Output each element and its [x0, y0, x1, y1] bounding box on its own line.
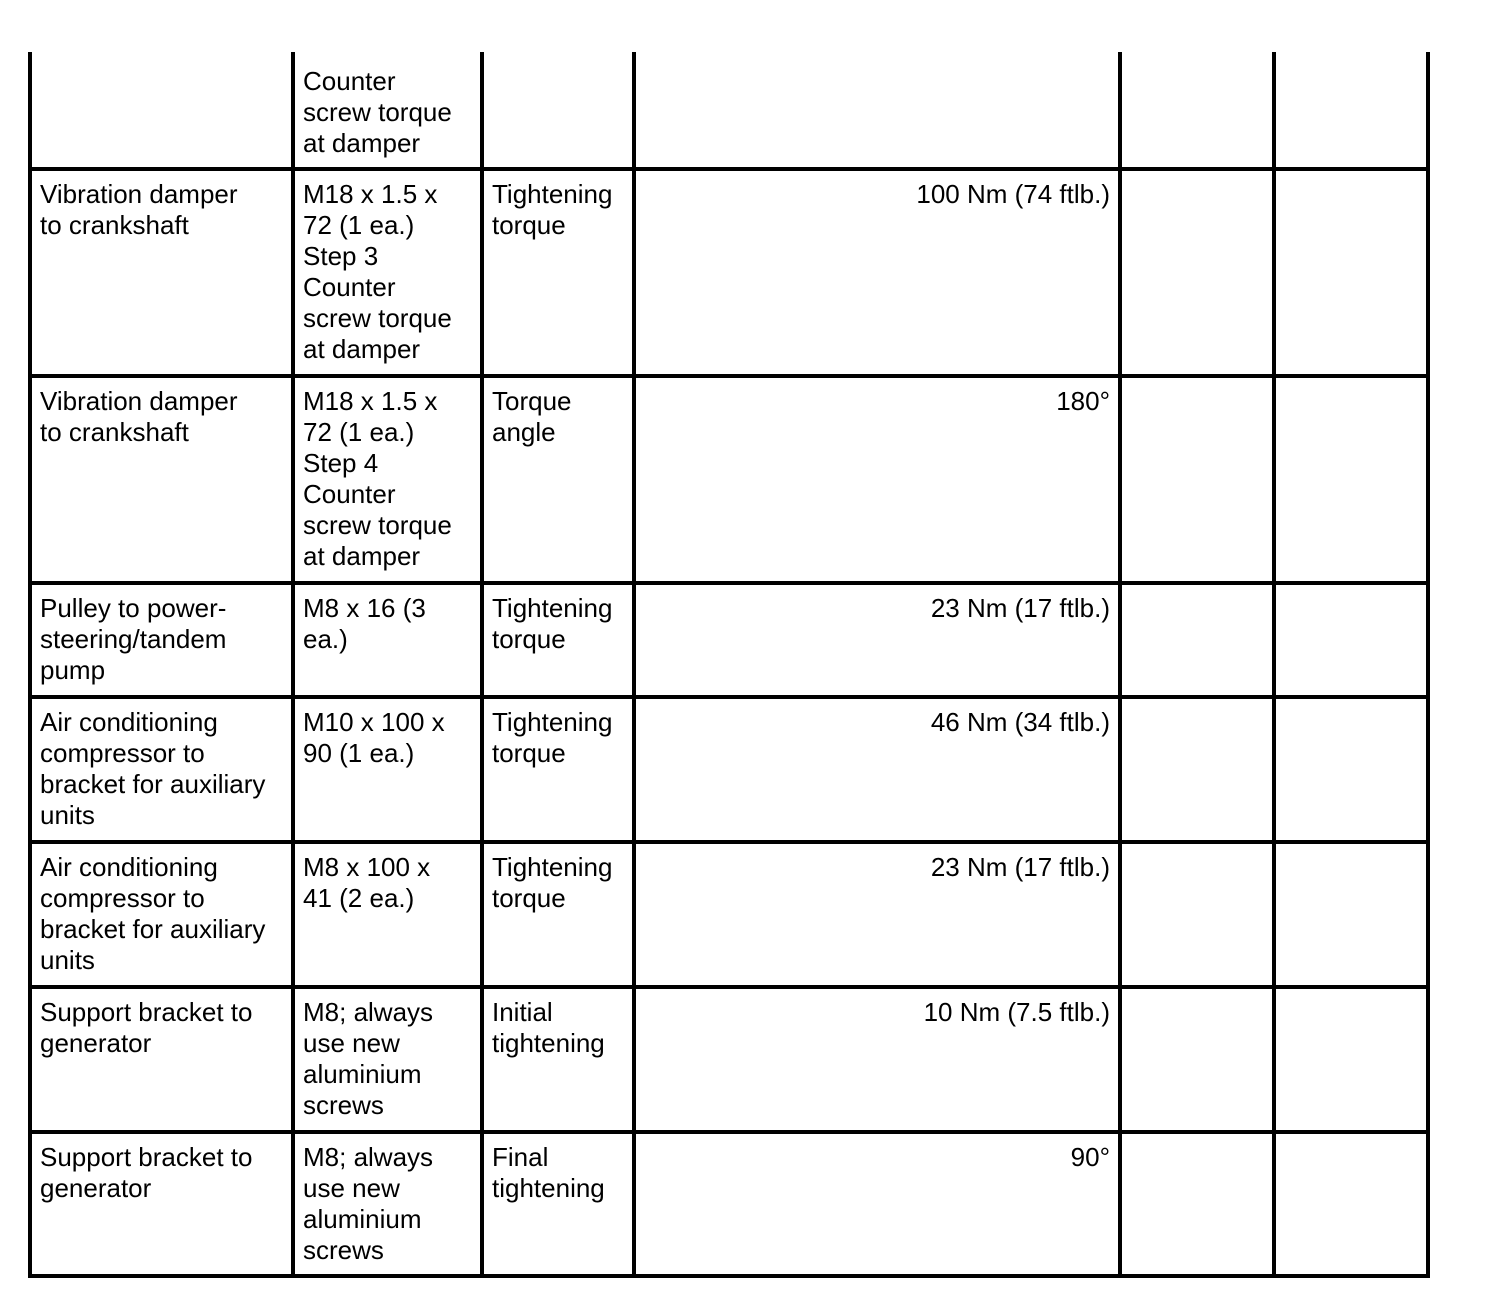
table-row — [30, 1132, 1428, 1276]
torque-spec-table — [28, 52, 1430, 1278]
component-cell: Vibration damper to crankshaft — [30, 169, 293, 376]
empty-cell — [1274, 842, 1428, 987]
table-row — [30, 842, 1428, 987]
empty-cell — [1274, 583, 1428, 697]
empty-cell — [1120, 987, 1274, 1132]
table-row — [30, 376, 1428, 583]
component-cell — [30, 52, 293, 169]
tightening-type-cell: Final tightening — [482, 1132, 634, 1276]
fastener-cell: M8 x 16 (3 ea.) — [293, 583, 482, 697]
tightening-type-cell: Tightening torque — [482, 697, 634, 842]
tightening-type-cell — [482, 52, 634, 169]
empty-cell — [1120, 697, 1274, 842]
component-cell: Air conditioning compressor to bracket for auxiliary units — [30, 842, 293, 987]
fastener-cell: M10 x 100 x 90 (1 ea.) — [293, 697, 482, 842]
table-row — [30, 697, 1428, 842]
torque-value-cell: 100 Nm (74 ftlb.) — [634, 169, 1120, 376]
component-cell: Support bracket to generator — [30, 1132, 293, 1276]
table-row — [30, 169, 1428, 376]
fastener-cell: M8; always use new aluminium screws — [293, 1132, 482, 1276]
torque-value-cell: 180° — [634, 376, 1120, 583]
component-cell: Pulley to power- steering/tandem pump — [30, 583, 293, 697]
empty-cell — [1274, 1132, 1428, 1276]
tightening-type-cell: Tightening torque — [482, 169, 634, 376]
torque-value-cell — [634, 52, 1120, 169]
component-cell: Vibration damper to crankshaft — [30, 376, 293, 583]
fastener-cell: M8; always use new aluminium screws — [293, 987, 482, 1132]
empty-cell — [1120, 583, 1274, 697]
empty-cell — [1120, 169, 1274, 376]
component-cell: Support bracket to generator — [30, 987, 293, 1132]
torque-value-cell: 46 Nm (34 ftlb.) — [634, 697, 1120, 842]
empty-cell — [1120, 1132, 1274, 1276]
empty-cell — [1274, 169, 1428, 376]
empty-cell — [1274, 697, 1428, 842]
torque-value-cell: 23 Nm (17 ftlb.) — [634, 583, 1120, 697]
tightening-type-cell: Tightening torque — [482, 583, 634, 697]
table-row — [30, 987, 1428, 1132]
empty-cell — [1120, 52, 1274, 169]
fastener-cell: M18 x 1.5 x 72 (1 ea.) Step 3 Counter screw torque at damper — [293, 169, 482, 376]
empty-cell — [1274, 987, 1428, 1132]
empty-cell — [1274, 376, 1428, 583]
torque-value-cell: 10 Nm (7.5 ftlb.) — [634, 987, 1120, 1132]
empty-cell — [1274, 52, 1428, 169]
tightening-type-cell: Tightening torque — [482, 842, 634, 987]
fastener-cell: Counter screw torque at damper — [293, 52, 482, 169]
torque-value-cell: 90° — [634, 1132, 1120, 1276]
tightening-type-cell: Initial tightening — [482, 987, 634, 1132]
table-row — [30, 583, 1428, 697]
table-row — [30, 52, 1428, 169]
tightening-type-cell: Torque angle — [482, 376, 634, 583]
empty-cell — [1120, 376, 1274, 583]
empty-cell — [1120, 842, 1274, 987]
torque-value-cell: 23 Nm (17 ftlb.) — [634, 842, 1120, 987]
fastener-cell: M18 x 1.5 x 72 (1 ea.) Step 4 Counter screw torque at damper — [293, 376, 482, 583]
fastener-cell: M8 x 100 x 41 (2 ea.) — [293, 842, 482, 987]
component-cell: Air conditioning compressor to bracket for auxiliary units — [30, 697, 293, 842]
